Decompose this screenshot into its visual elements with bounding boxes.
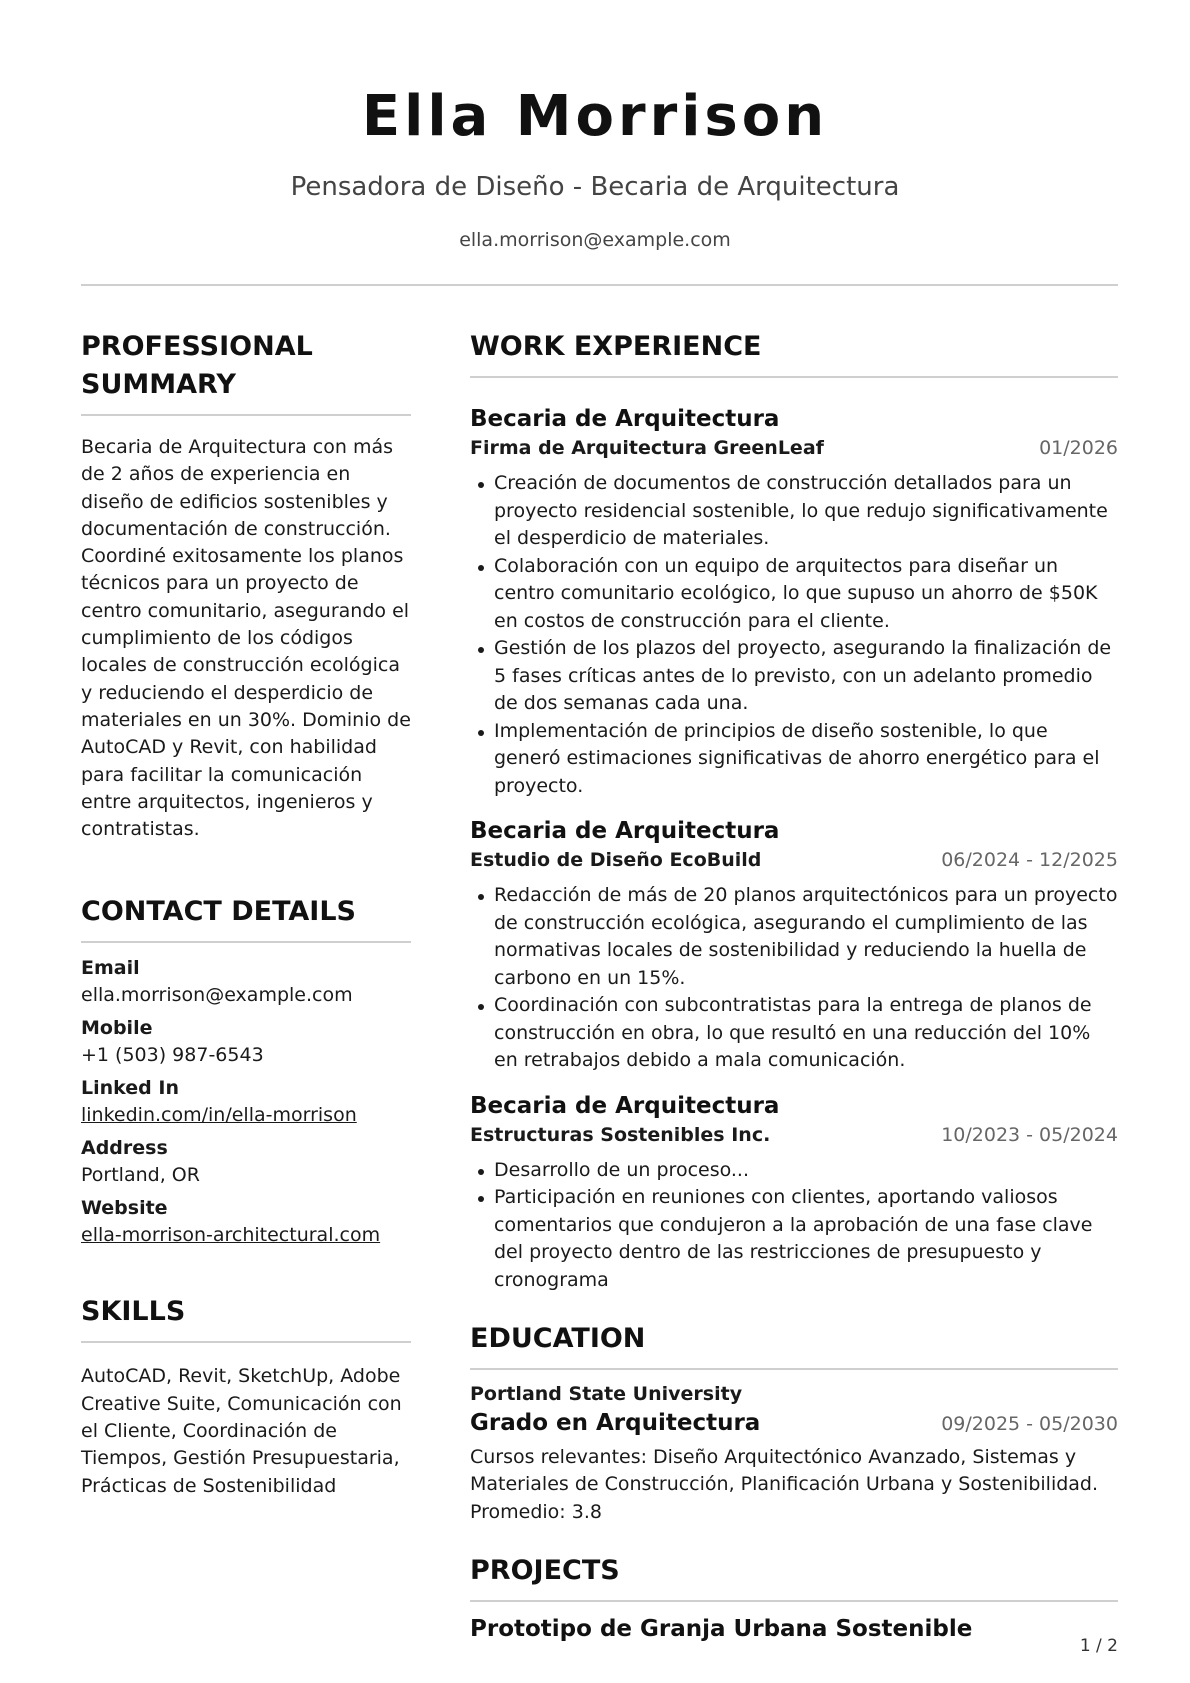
contact-mobile-value: +1 (503) 987-6543 bbox=[81, 1044, 264, 1067]
job-company: Estudio de Diseño EcoBuild bbox=[470, 849, 762, 871]
education-section bbox=[470, 1320, 1118, 1526]
contact-label: Mobile bbox=[81, 1017, 153, 1040]
job-bullets bbox=[470, 1157, 1118, 1295]
contact-item-email bbox=[81, 955, 411, 1009]
education-heading: EDUCATION bbox=[470, 1323, 646, 1354]
projects-section bbox=[470, 1552, 1118, 1644]
contact-divider bbox=[81, 941, 411, 943]
page-number: 1 / 2 bbox=[1079, 1636, 1118, 1656]
contact-item-mobile bbox=[81, 1015, 411, 1069]
job-title: Becaria de Arquitectura bbox=[470, 1092, 780, 1119]
job-entry bbox=[470, 1091, 1118, 1295]
school-name: Portland State University bbox=[470, 1383, 743, 1405]
job-entry bbox=[470, 816, 1118, 1075]
list-item: Colaboración con un equipo de arquitectos para diseñar un centro comunitario ecológico, lo que supuso un ahorro de $50K en costos de construcción para el cliente. bbox=[470, 553, 1118, 636]
work-heading: WORK EXPERIENCE bbox=[470, 331, 762, 362]
list-item: Desarrollo de un proceso... bbox=[470, 1157, 1118, 1185]
contact-label: Linked In bbox=[81, 1077, 179, 1100]
job-bullets bbox=[470, 882, 1118, 1075]
summary-text: Becaria de Arquitectura con más de 2 años de experiencia en diseño de edificios sostenibles y documentación de construcción. Coordiné exitosamente los planos técnicos para un proyecto de centro comunitario, asegurando el cumplimiento de los códigos locales de construcción ecológica y reduciendo el desperdicio de materiales en un 30%. Dominio de AutoCAD y Revit, con habilidad para facilitar la comunicación entre arquitectos, ingenieros y contratistas. bbox=[81, 436, 411, 841]
contact-item-linkedin bbox=[81, 1075, 411, 1129]
contact-item-website bbox=[81, 1195, 411, 1249]
education-details: Cursos relevantes: Diseño Arquitectónico Avanzado, Sistemas y Materiales de Construcción, Planificación Urbana y Sostenibilidad. Promedio: 3.8 bbox=[470, 1446, 1099, 1523]
list-item: Implementación de principios de diseño sostenible, lo que generó estimaciones significativas de ahorro energético para el proyecto. bbox=[470, 718, 1118, 801]
education-divider bbox=[470, 1368, 1118, 1370]
header-divider bbox=[81, 284, 1118, 286]
work-divider bbox=[470, 376, 1118, 378]
job-title: Becaria de Arquitectura bbox=[470, 406, 780, 432]
skills-divider bbox=[81, 1341, 411, 1343]
work-section bbox=[470, 328, 1118, 1294]
contact-label: Website bbox=[81, 1197, 168, 1220]
education-date: 09/2025 - 05/2030 bbox=[941, 1413, 1118, 1435]
website-link[interactable]: ella-morrison-architectural.com bbox=[81, 1224, 381, 1247]
list-item: Gestión de los plazos del proyecto, asegurando la finalización de 5 fases críticas antes de lo previsto, con un adelanto promedio de dos semanas cada una. bbox=[470, 635, 1118, 718]
contact-item-address bbox=[81, 1135, 411, 1189]
contact-section bbox=[81, 893, 411, 1249]
list-item: Coordinación con subcontratistas para la entrega de planos de construcción en obra, lo que resultó en una reducción del 10% en retrabajos debido a mala comunicación. bbox=[470, 992, 1118, 1075]
contact-label: Address bbox=[81, 1137, 168, 1160]
skills-text: AutoCAD, Revit, SketchUp, Adobe Creative Suite, Comunicación con el Cliente, Coordinación de Tiempos, Gestión Presupuestaria, Prácticas de Sostenibilidad bbox=[81, 1365, 402, 1497]
degree-title: Grado en Arquitectura bbox=[470, 1410, 761, 1436]
right-column bbox=[470, 328, 1118, 1644]
job-date: 06/2024 - 12/2025 bbox=[941, 849, 1118, 871]
summary-heading: PROFESSIONAL SUMMARY bbox=[81, 331, 313, 400]
summary-section bbox=[81, 328, 411, 843]
job-date: 01/2026 bbox=[1039, 437, 1118, 459]
project-title: Prototipo de Granja Urbana Sostenible bbox=[470, 1615, 973, 1642]
contact-heading: CONTACT DETAILS bbox=[81, 896, 356, 928]
projects-divider bbox=[470, 1600, 1118, 1602]
job-bullets bbox=[470, 470, 1118, 800]
contact-label: Email bbox=[81, 957, 140, 980]
job-date: 10/2023 - 05/2024 bbox=[941, 1123, 1118, 1146]
header-email[interactable]: ella.morrison@example.com bbox=[459, 229, 731, 251]
list-item: Redacción de más de 20 planos arquitectónicos para un proyecto de construcción ecológica, asegurando el cumplimiento de las normativas locales de sostenibilidad y reduciendo la huella de carbono en un 15%. bbox=[470, 882, 1118, 992]
left-column bbox=[81, 328, 411, 1500]
contact-email-value[interactable]: ella.morrison@example.com bbox=[81, 984, 353, 1007]
job-company: Firma de Arquitectura GreenLeaf bbox=[470, 437, 824, 459]
list-item: Creación de documentos de construcción detallados para un proyecto residencial sostenible, lo que redujo significativamente el desperdicio de materiales. bbox=[470, 470, 1118, 553]
summary-divider bbox=[81, 414, 411, 416]
list-item: Participación en reuniones con clientes, aportando valiosos comentarios que condujeron a la aprobación de una fase clave del proyecto dentro de las restricciones de presupuesto y cronograma bbox=[470, 1184, 1118, 1294]
job-entry bbox=[470, 404, 1118, 800]
candidate-name: Ella Morrison bbox=[361, 84, 829, 149]
job-title: Becaria de Arquitectura bbox=[470, 818, 780, 844]
projects-heading: PROJECTS bbox=[470, 1554, 620, 1586]
candidate-headline: Pensadora de Diseño - Becaria de Arquitectura bbox=[290, 172, 900, 202]
skills-heading: SKILLS bbox=[81, 1296, 186, 1328]
linkedin-link[interactable]: linkedin.com/in/ella-morrison bbox=[81, 1104, 357, 1127]
contact-address-value: Portland, OR bbox=[81, 1164, 200, 1187]
job-company: Estructuras Sostenibles Inc. bbox=[470, 1123, 771, 1146]
skills-section bbox=[81, 1293, 411, 1499]
